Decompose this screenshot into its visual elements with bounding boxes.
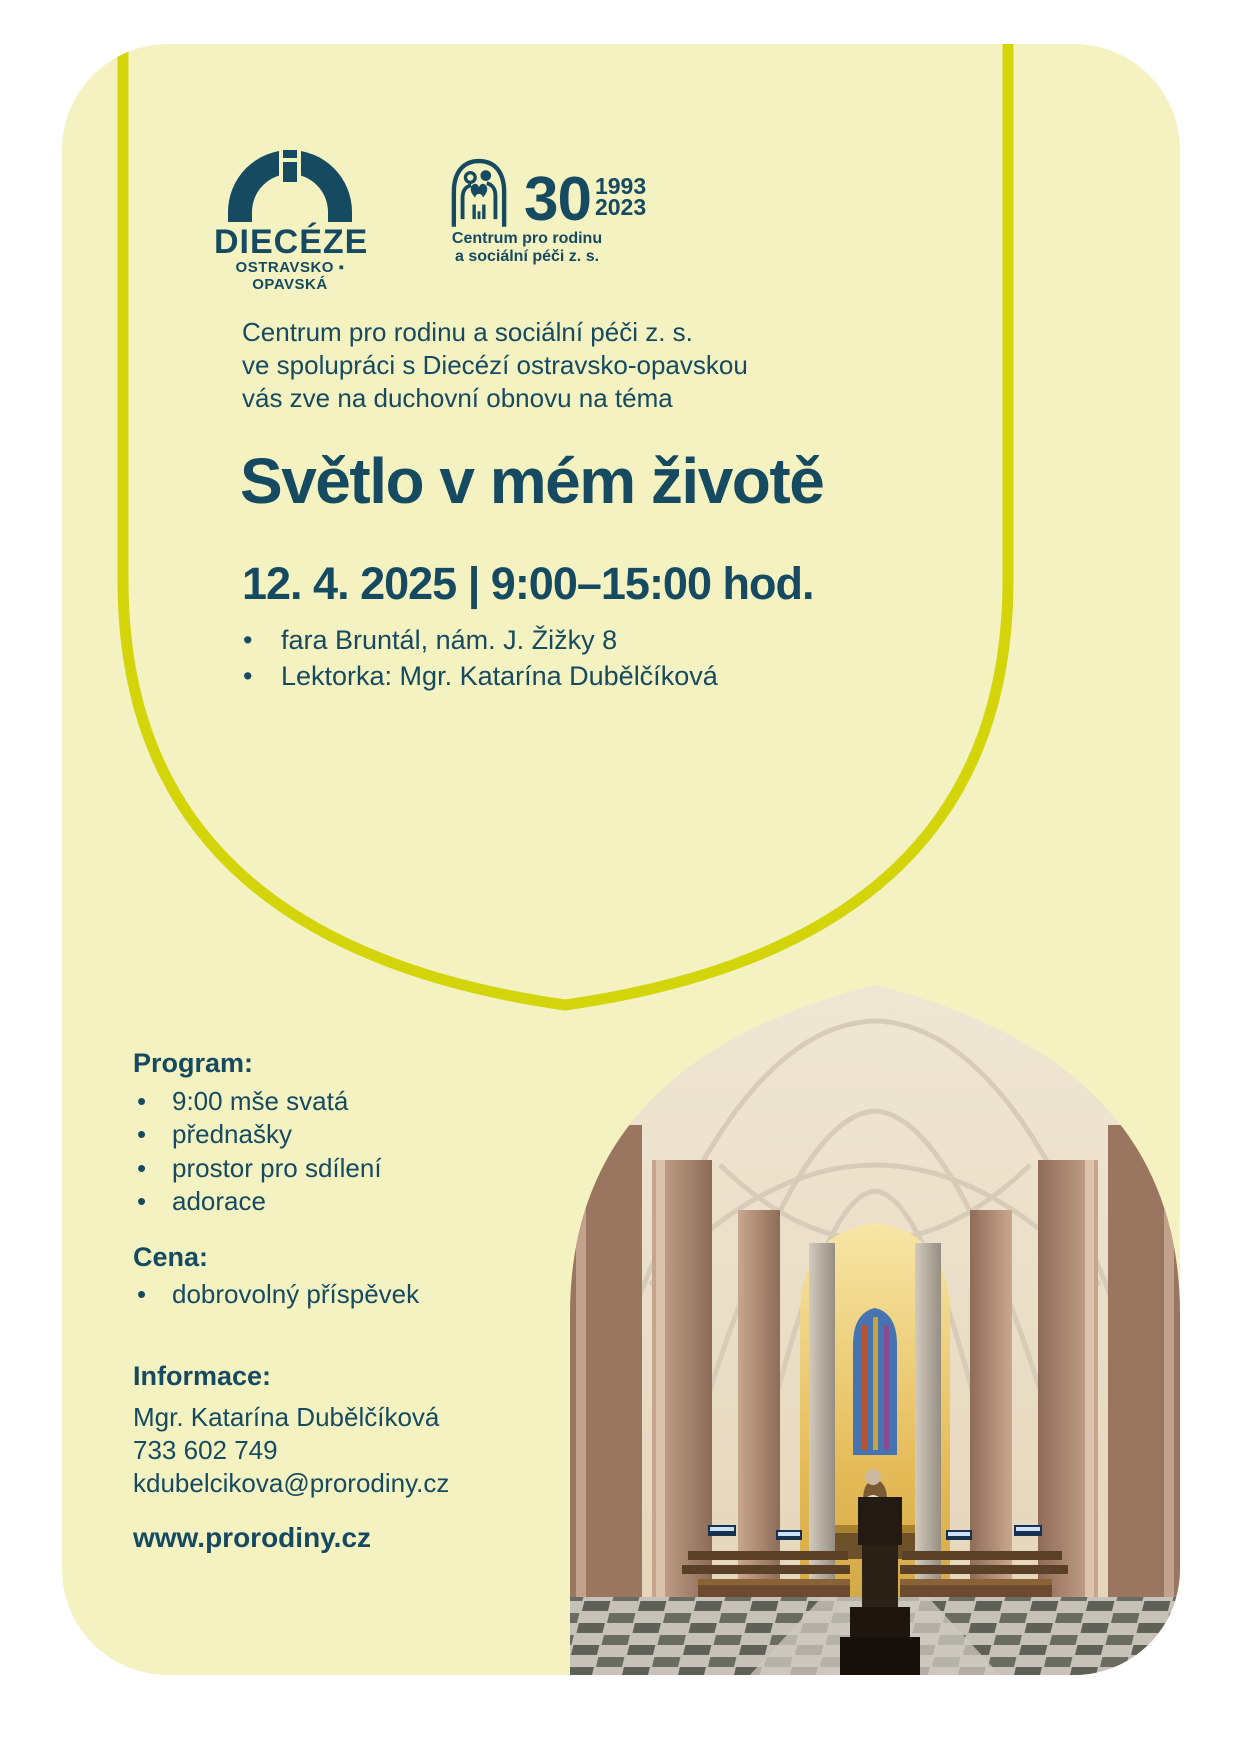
- diecese-arch-icon: [228, 150, 352, 222]
- bullet-glyph: •: [137, 1186, 147, 1216]
- event-title: Světlo v mém životě: [240, 445, 824, 517]
- bullet-glyph: •: [137, 1152, 147, 1183]
- list-item: • 9:00 mše svatá: [133, 1085, 563, 1119]
- bullet-glyph: •: [137, 1119, 147, 1149]
- event-datetime: 12. 4. 2025 | 9:00–15:00 hod.: [242, 558, 814, 609]
- poster-card: [62, 44, 1180, 1675]
- contact-phone: 733 602 749: [133, 1435, 278, 1465]
- list-item: • prostor pro sdílení: [133, 1152, 563, 1186]
- event-details: [243, 622, 718, 694]
- price-heading: Cena:: [133, 1241, 209, 1272]
- detail-item: [243, 622, 718, 658]
- detail-place: fara Bruntál, nám. J. Žižky 8: [281, 625, 618, 655]
- intro-line-3: vás zve na duchovní obnovu na téma: [242, 383, 673, 413]
- intro-line-2: ve spolupráci s Diecézí ostravsko-opavskou: [242, 350, 748, 380]
- bullet-glyph: •: [243, 661, 253, 691]
- list-item: • dobrovolný příspěvek: [133, 1278, 563, 1312]
- diecese-logo: [214, 150, 369, 293]
- bullet-glyph: •: [137, 1279, 147, 1309]
- detail-lecturer: Lektorka: Mgr. Katarína Dubělčíková: [281, 661, 718, 691]
- diecese-logo-subtitle: OSTRAVSKO ▪ OPAVSKÁ: [235, 259, 345, 293]
- family-arch-icon: [450, 157, 508, 227]
- list-item: • adorace: [133, 1185, 563, 1219]
- bullet-glyph: •: [137, 1085, 147, 1116]
- intro-line-1: Centrum pro rodinu a sociální péči z. s.: [242, 317, 693, 347]
- program-heading: Program:: [133, 1048, 254, 1078]
- anniversary-logo: [450, 152, 710, 266]
- anniversary-org-name: Centrum pro rodinu a sociální péči z. s.: [451, 230, 603, 265]
- info-column: [133, 1047, 563, 1577]
- bullet-glyph: •: [243, 625, 253, 655]
- intro-text: [242, 316, 748, 415]
- contact-heading: Informace:: [133, 1360, 272, 1391]
- list-item: • přednašky: [133, 1118, 563, 1152]
- price-section: [133, 1241, 563, 1312]
- contact-section: [133, 1360, 563, 1555]
- contact-email: kdubelcikova@prorodiny.cz: [133, 1468, 450, 1498]
- anniversary-year-start: 1993: [594, 173, 647, 199]
- website-url: www.prorodiny.cz: [133, 1522, 372, 1553]
- anniversary-number: 30: [524, 165, 591, 234]
- anniversary-years: [594, 173, 647, 220]
- cathedral-photo: [570, 985, 1180, 1675]
- contact-name: Mgr. Katarína Dubělčíková: [133, 1402, 440, 1432]
- anniversary-year-end: 2023: [594, 194, 647, 220]
- cathedral-interior-illustration: [570, 985, 1180, 1675]
- diecese-logo-title: DIECÉZE: [214, 223, 369, 261]
- detail-item: [243, 658, 718, 694]
- program-section: [133, 1047, 563, 1219]
